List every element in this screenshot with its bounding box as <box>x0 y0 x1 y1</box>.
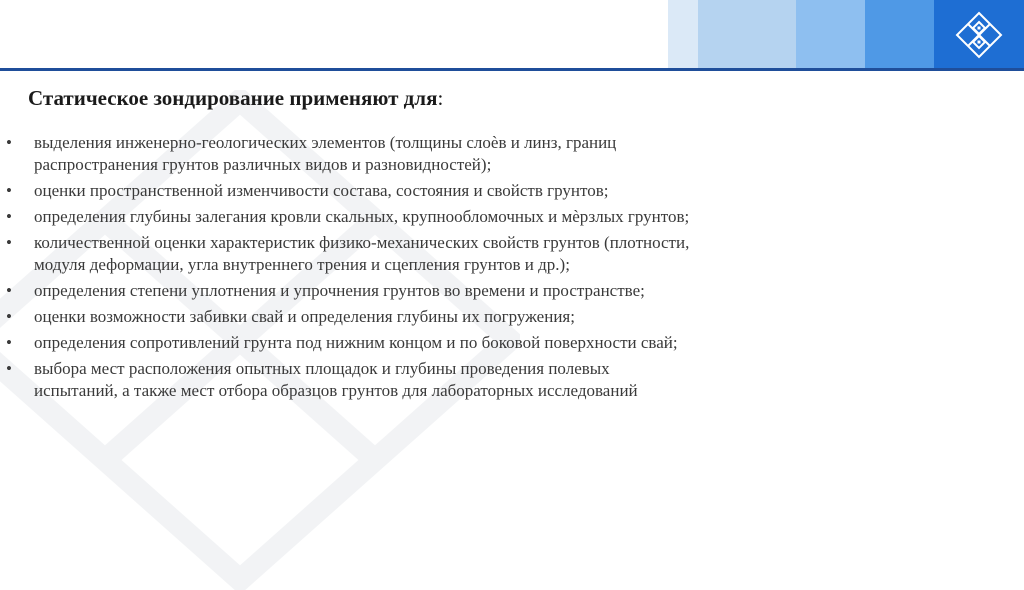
header-stripe-2 <box>698 0 796 68</box>
list-item-text: количественной оценки характеристик физико-механических свойств грунтов (плотности, модуля деформации, угла внутреннего трения и сцепления грунтов и др.); <box>34 233 690 274</box>
bullet-icon: • <box>6 281 12 300</box>
header-divider <box>0 68 1024 71</box>
list-item-text: оценки пространственной изменчивости состава, состояния и свойств грунтов; <box>34 181 609 200</box>
list-item <box>0 280 690 302</box>
list-item <box>0 332 690 354</box>
list-item-text: оценки возможности забивки свай и определения глубины их погружения; <box>34 307 575 326</box>
header-stripe-4 <box>865 0 934 68</box>
list-item <box>0 180 690 202</box>
application-list <box>0 132 690 406</box>
list-item-text: определения сопротивлений грунта под нижним концом и по боковой поверхности свай; <box>34 333 678 352</box>
list-item-text: определения глубины залегания кровли скальных, крупнообломочных и мѐрзлых грунтов; <box>34 207 690 226</box>
list-item-text: определения степени уплотнения и упрочнения грунтов во времени и пространстве; <box>34 281 645 300</box>
bullet-icon: • <box>6 133 12 152</box>
slide-title: Статическое зондирование применяют для: <box>28 86 444 110</box>
list-item-text: выделения инженерно-геологических элементов (толщины слоѐв и линз, границ распространения грунтов различных видов и разновидностей); <box>34 133 617 174</box>
bullet-icon: • <box>6 181 12 200</box>
list-item <box>0 232 690 276</box>
list-item <box>0 132 690 176</box>
header-stripe-1 <box>668 0 698 68</box>
slide-header <box>0 0 1024 70</box>
bullet-icon: • <box>6 207 12 226</box>
mining-university-emblem-icon <box>954 10 1004 60</box>
list-item <box>0 206 690 228</box>
header-stripe-3 <box>796 0 865 68</box>
bullet-icon: • <box>6 359 12 378</box>
list-item <box>0 358 690 402</box>
bullet-icon: • <box>6 233 12 252</box>
bullet-icon: • <box>6 307 12 326</box>
bullet-icon: • <box>6 333 12 352</box>
list-item <box>0 306 690 328</box>
list-item-text: выбора мест расположения опытных площадок и глубины проведения полевых испытаний, а также мест отбора образцов грунтов для лабораторных исследований <box>34 359 638 400</box>
